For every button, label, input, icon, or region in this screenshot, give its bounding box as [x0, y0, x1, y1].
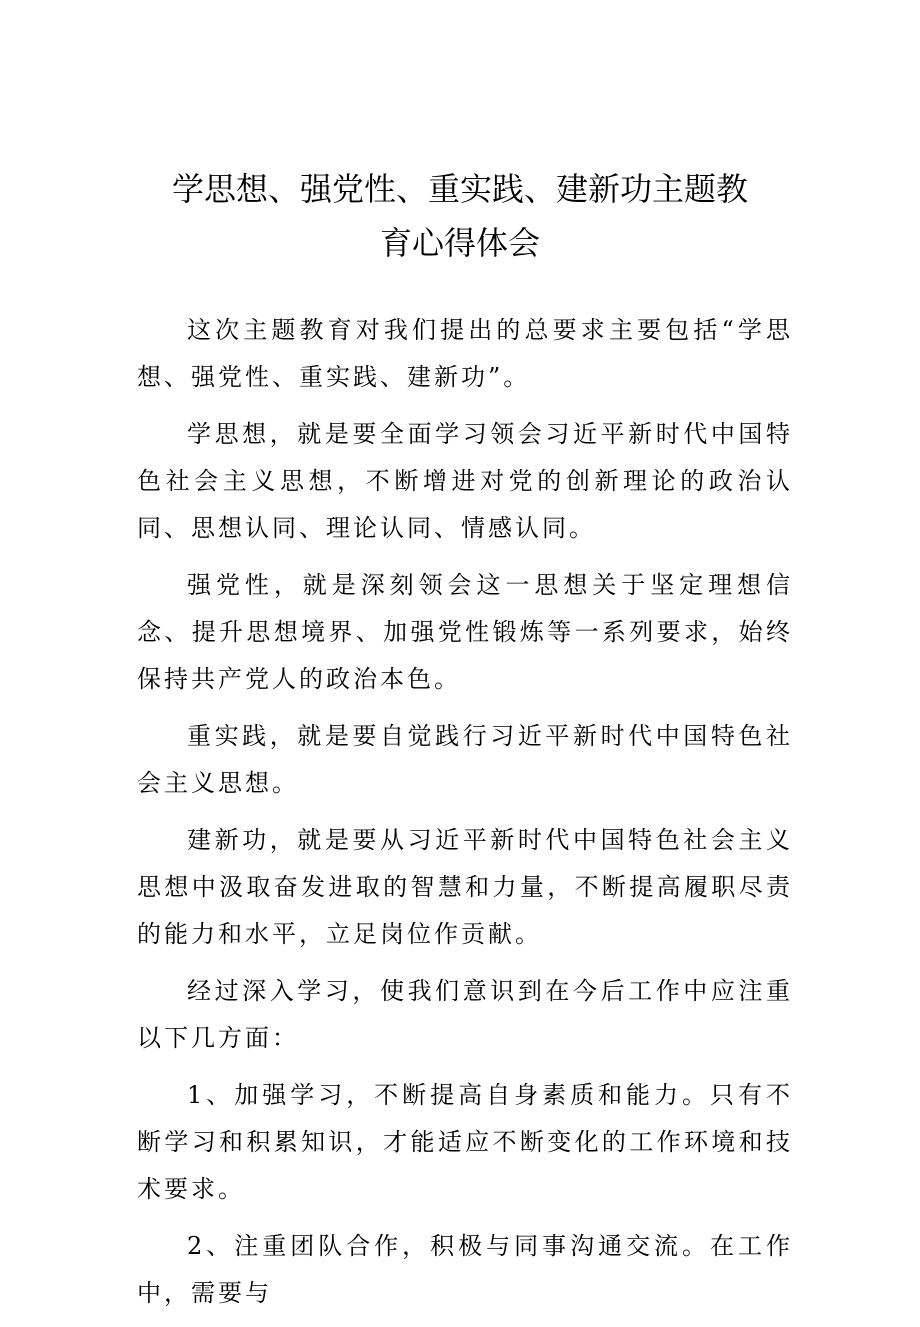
paragraph-point-2: 2、注重团队合作，积极与同事沟通交流。在工作中，需要与 — [137, 1232, 793, 1307]
paragraph-point-1: 1、加强学习，不断提高自身素质和能力。只有不断学习和积累知识，才能适应不断变化的工作环境和技术要求。 — [137, 1081, 793, 1203]
paragraph-aspects-intro: 经过深入学习，使我们意识到在今后工作中应注重以下几方面： — [137, 977, 793, 1052]
paragraph-intro: 这次主题教育对我们提出的总要求主要包括“学思想、强党性、重实践、建新功”。 — [137, 316, 793, 391]
paragraph-practice: 重实践，就是要自觉践行习近平新时代中国特色社会主义思想。 — [137, 722, 793, 797]
document-body — [137, 307, 793, 1327]
paragraph-new-merit: 建新功，就是要从习近平新时代中国特色社会主义思想中汲取奋发进取的智慧和力量，不断提高履职尽责的能力和水平，立足岗位作贡献。 — [137, 826, 793, 948]
paragraph-study-thought: 学思想，就是要全面学习领会习近平新时代中国特色社会主义思想，不断增进对党的创新理论的政治认同、思想认同、理论认同、情感认同。 — [137, 420, 793, 542]
title-line-2: 育心得体会 — [379, 224, 540, 262]
document-title — [130, 162, 790, 270]
title-line-1: 学思想、强党性、重实践、建新功主题教 — [171, 170, 748, 208]
paragraph-strengthen-party: 强党性，就是深刻领会这一思想关于坚定理想信念、提升思想境界、加强党性锻炼等一系列要求，始终保持共产党人的政治本色。 — [137, 571, 793, 693]
